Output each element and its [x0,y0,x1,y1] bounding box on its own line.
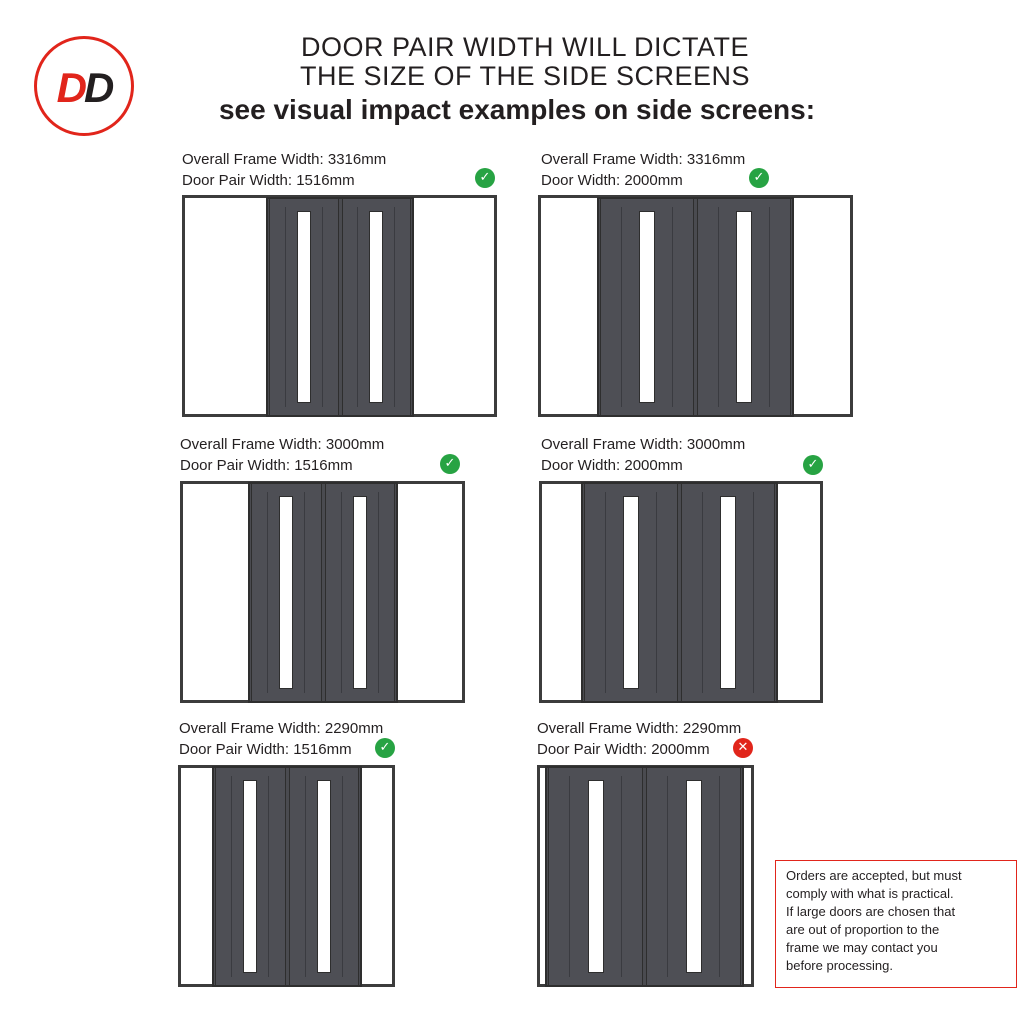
glass-panel [279,496,293,689]
door-width-label: Door Width: 2000mm [541,457,683,474]
check-icon: ✓ [749,168,769,188]
example-caption [541,149,745,191]
door-leaf [697,199,791,415]
cross-icon: ✕ [733,738,753,758]
door-leaf [325,484,396,701]
door-leaf [269,199,339,415]
door-leaf [548,768,643,985]
check-icon: ✓ [803,455,823,475]
door-leaf [251,484,322,701]
example-caption [180,434,384,476]
door-width-label: Door Pair Width: 1516mm [182,172,355,189]
door-pair [581,482,778,703]
glass-panel [588,780,604,973]
door-width-label: Door Pair Width: 2000mm [537,741,710,758]
frame-width-label: Overall Frame Width: 3316mm [182,151,387,168]
example-caption [537,718,741,760]
glass-panel [623,496,639,689]
door-leaf [342,199,412,415]
frame-width-label: Overall Frame Width: 3000mm [180,436,385,453]
glass-panel [720,496,736,689]
notice-box: Orders are accepted, but must comply with what is practical. If large doors are chosen that are out of proportion to the frame we may contact you before processing. [775,860,1017,988]
frame-width-label: Overall Frame Width: 3000mm [541,436,746,453]
check-icon: ✓ [475,168,495,188]
example-caption [182,149,386,191]
glass-panel [353,496,367,689]
logo-letter-red: D [56,64,84,111]
door-pair [597,197,794,417]
door-pair [266,197,414,417]
door-pair [545,766,744,987]
door-pair [248,482,398,703]
glass-panel [369,211,383,403]
frame-width-label: Overall Frame Width: 3316mm [541,151,746,168]
door-width-label: Door Pair Width: 1516mm [179,741,352,758]
frame-width-label: Overall Frame Width: 2290mm [537,720,742,737]
check-icon: ✓ [375,738,395,758]
glass-panel [243,780,257,973]
door-width-label: Door Width: 2000mm [541,172,683,189]
heading-line-2: THE SIZE OF THE SIDE SCREENS [299,61,751,91]
glass-panel [297,211,311,403]
glass-panel [317,780,331,973]
door-leaf [646,768,741,985]
logo-letter-black: D [84,64,112,111]
check-icon: ✓ [440,454,460,474]
heading-line-1: DOOR PAIR WIDTH WILL DICTATE [300,32,749,62]
door-leaf [215,768,286,985]
subheading: see visual impact examples on side screens: [218,94,816,125]
frame-width-label: Overall Frame Width: 2290mm [179,720,384,737]
door-leaf [600,199,694,415]
door-width-label: Door Pair Width: 1516mm [180,457,353,474]
door-leaf [584,484,678,701]
glass-panel [639,211,655,403]
door-leaf [681,484,775,701]
glass-panel [686,780,702,973]
door-leaf [289,768,360,985]
example-caption [541,434,745,476]
door-pair [212,766,362,987]
example-caption [179,718,383,760]
glass-panel [736,211,752,403]
